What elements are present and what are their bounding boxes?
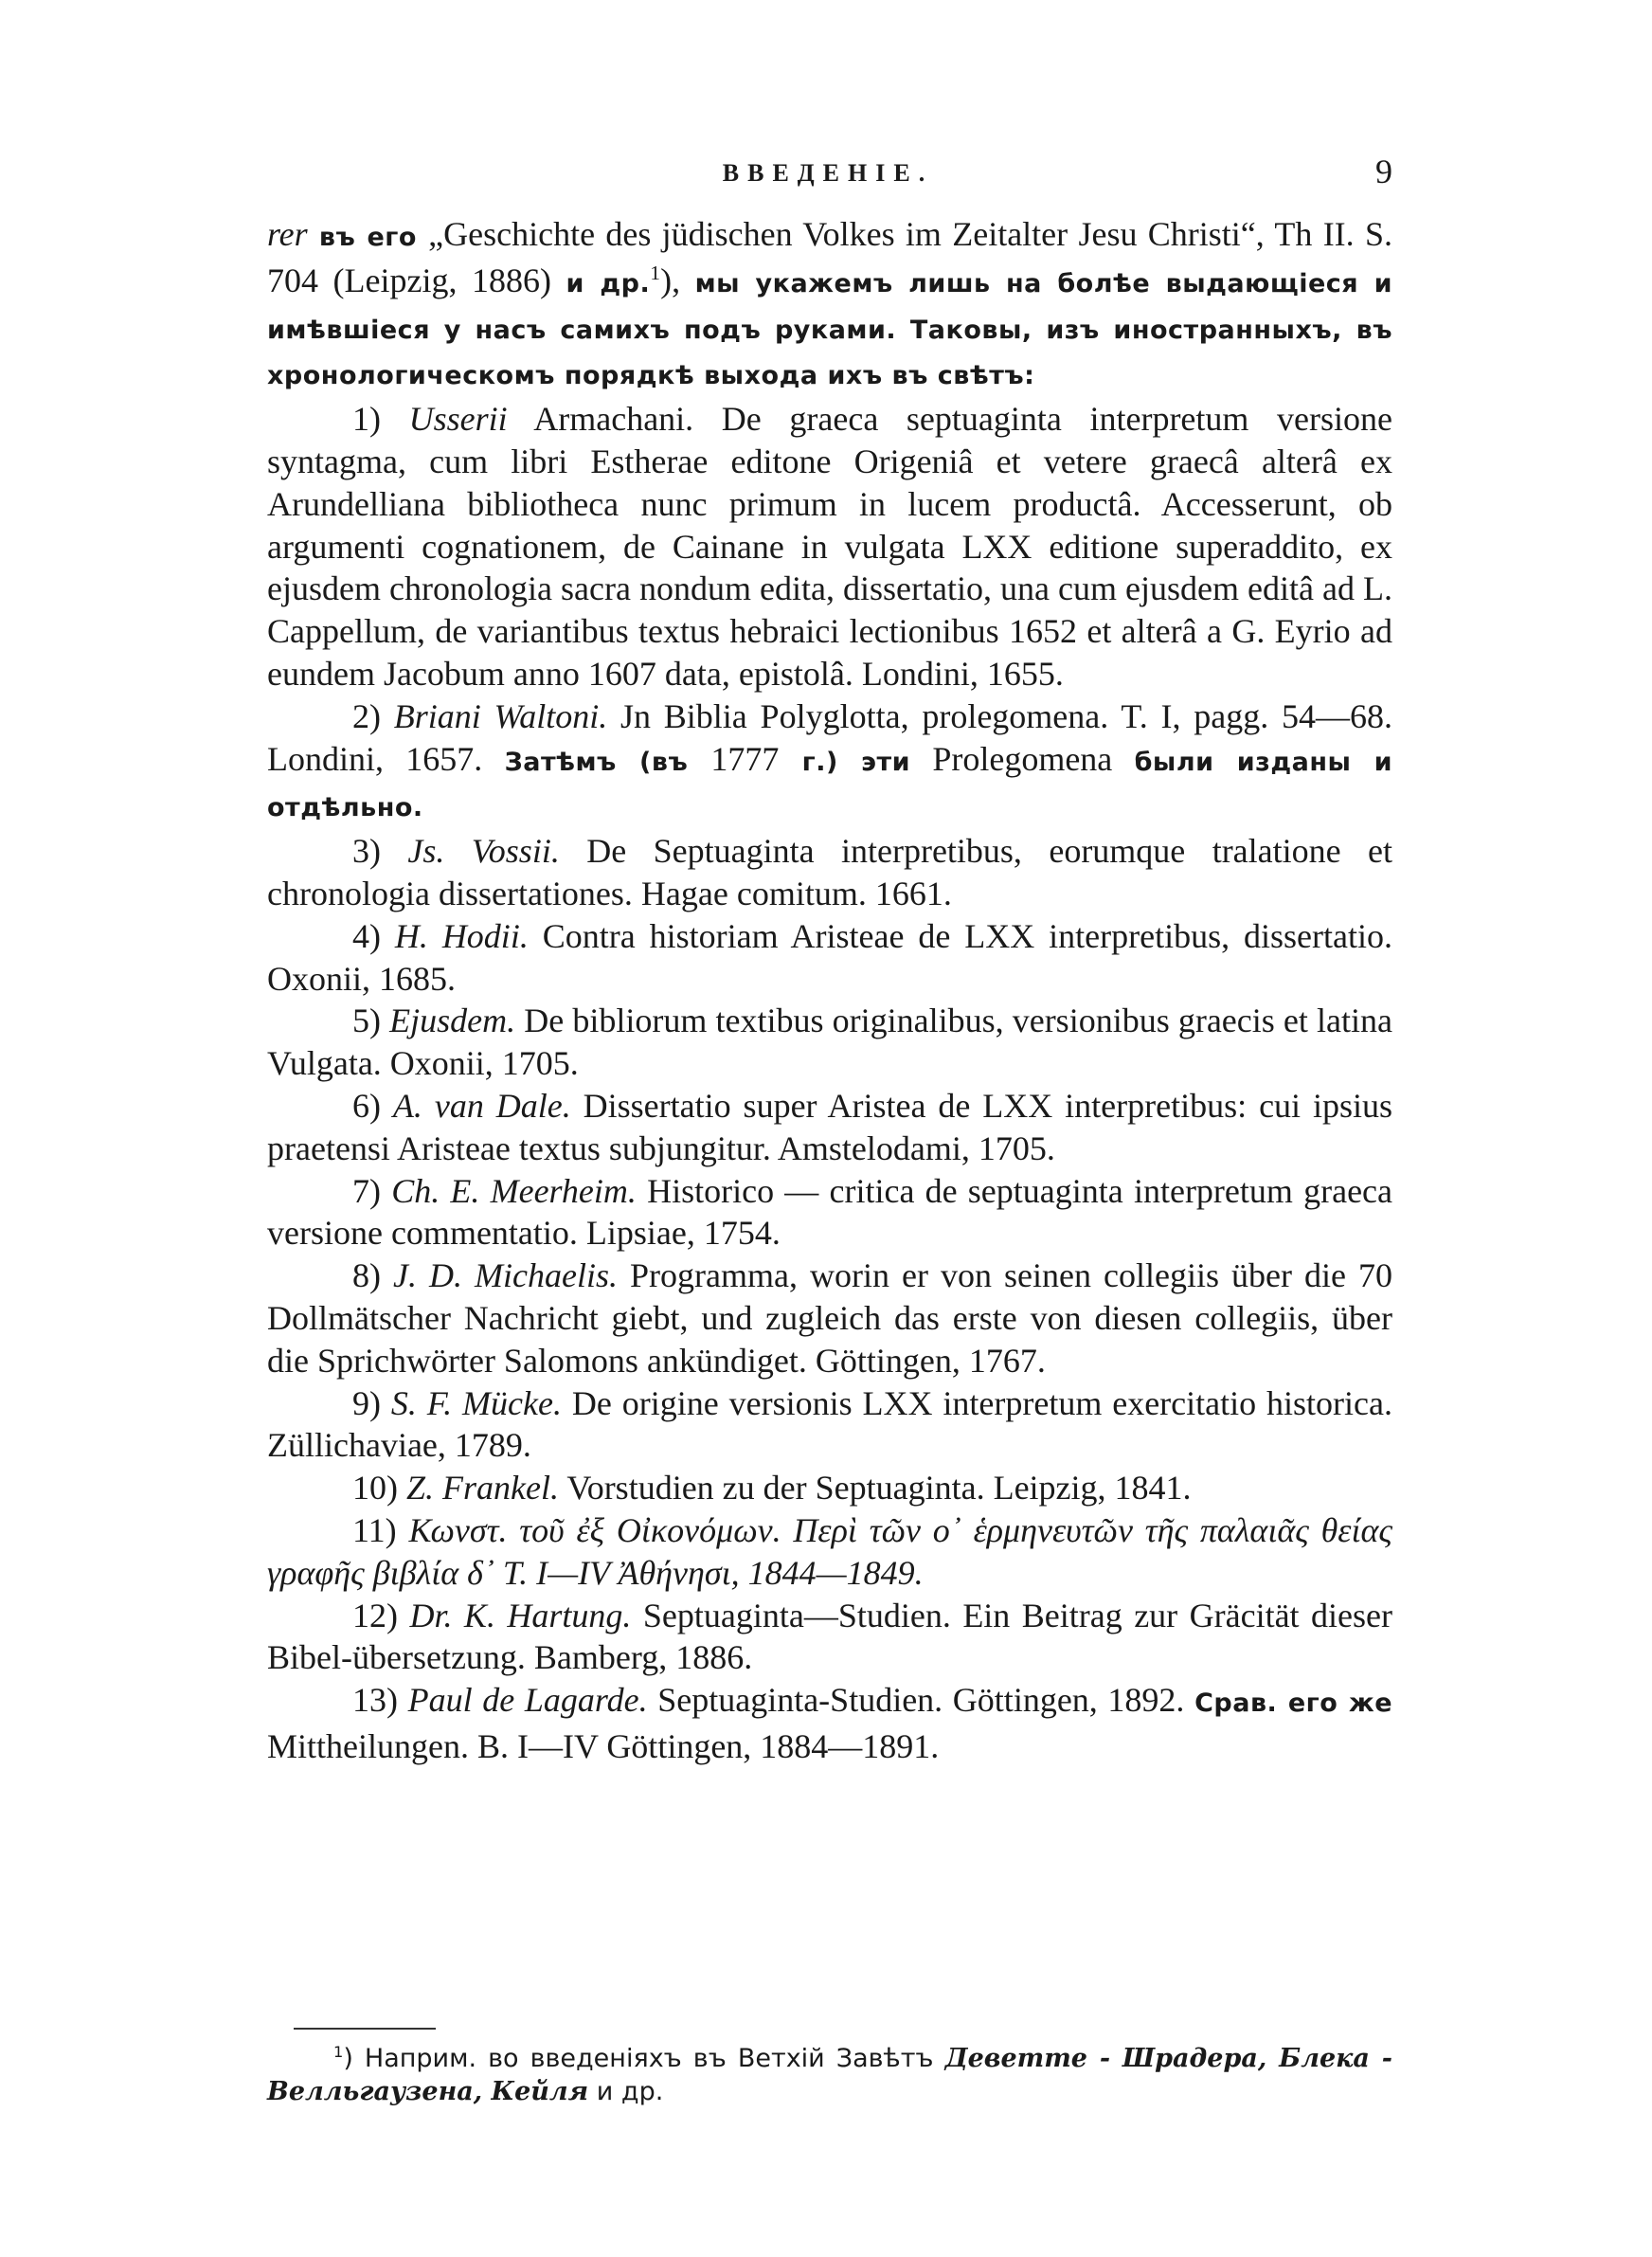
page-number: 9 <box>1375 153 1392 190</box>
entry-text: Septuaginta—Studien. Ein Beitrag zur Gräcität dieser Bibel-übersetzung. Bamberg, 1886. <box>267 1596 1392 1677</box>
entry-number: 4) <box>352 916 395 955</box>
entry-number: 1) <box>352 400 409 439</box>
entry-text: De Septuaginta interpretibus, eorumque tralatione et chronologia dissertationes. Hagae comitum. 1661. <box>267 832 1393 912</box>
intro-paren: ), <box>660 261 695 299</box>
intro-fragment: rer <box>267 215 308 253</box>
entry-text: Vorstudien zu der Septuaginta. Leipzig, 1841. <box>558 1469 1192 1508</box>
bibliography-entry-10 <box>267 1467 1392 1509</box>
bibliography-entry-4 <box>267 915 1392 1001</box>
entry-author: Dr. K. Hartung. <box>409 1596 632 1634</box>
running-title: ВВЕДЕНІЕ. <box>722 159 934 187</box>
bibliography-entry-5 <box>267 1000 1392 1085</box>
footnote-tail: и др. <box>588 2077 664 2106</box>
entry-text: De origine versionis LXX interpretum exercitatio historica. Züllichaviae, 1789. <box>267 1383 1392 1465</box>
bibliography-entry-1 <box>267 398 1392 695</box>
entry-number: 13) <box>352 1681 408 1720</box>
entry-cyrillic: были изданы и отдѣльно. <box>267 747 1393 823</box>
entry-number: 7) <box>352 1171 392 1210</box>
entry-number: 6) <box>352 1086 393 1125</box>
footnote-ref: 1 <box>650 261 661 284</box>
entry-author: Z. Frankel. <box>406 1469 559 1508</box>
entry-text: Prolegomena <box>910 739 1135 778</box>
intro-cyrillic-main: мы укажемъ лишь на болѣе выдающіеся и имѣвшіеся у насъ самихъ подъ руками. Таковы, изъ иностранныхъ, въ хронологическомъ порядкѣ выхода ихъ въ свѣтъ: <box>267 268 1392 391</box>
entry-number: 12) <box>352 1596 410 1634</box>
entry-text: Septuaginta-Studien. Göttingen, 1892. <box>647 1681 1195 1720</box>
entry-text: Jn Biblia Polyglotta, prolegomena. T. I, pagg. 54—68. Londini, 1657. <box>267 696 1392 778</box>
entry-author: A. van Dale. <box>392 1086 571 1125</box>
entry-text: Contra historiam Aristeae de LXX interpretibus, dissertatio. Oxonii, 1685. <box>267 916 1392 998</box>
entry-text: De bibliorum textibus originalibus, versionibus graecis et latina Vulgata. Oxonii, 1705. <box>267 1002 1392 1083</box>
entry-number: 11) <box>352 1510 409 1549</box>
intro-citation: „Geschichte des jüdischen Volkes im Zeitalter Jesu Christi“, Th II. S. 704 (Leipzig, 1886) <box>267 215 1392 299</box>
intro-paragraph <box>267 213 1392 398</box>
running-head <box>263 152 1392 199</box>
entry-cyrillic: г.) эти <box>779 747 911 777</box>
entry-number: 9) <box>352 1383 391 1422</box>
entry-author: Ejusdem. <box>389 1002 516 1040</box>
entry-text: Historico — critica de septuaginta interpretum graeca versione commentatio. Lipsiae, 1754. <box>267 1171 1393 1253</box>
bibliography-entry-6 <box>267 1085 1392 1170</box>
entry-author: S. F. Mücke. <box>390 1383 562 1422</box>
bibliography-entry-12 <box>267 1595 1392 1680</box>
entry-text: Mittheilungen. B. I—IV Göttingen, 1884—1891. <box>267 1726 940 1765</box>
bibliography-entry-9 <box>267 1382 1392 1468</box>
intro-cyrillic: въ его <box>307 223 429 252</box>
entry-number: 5) <box>352 1002 390 1040</box>
entry-text: Armachani. De graeca septuaginta interpretum versione syntagma, cum libri Estherae editone Origeniâ et vetere graecâ alterâ ex Arundelliana bibliotheca nunc primum in lucem productâ. Accesserunt, ob argumenti cognationem, de Cainane in vulgata LXX editione superaddito, ex ejusdem chronologia sacra nondum edita, dissertatio, una cum ejusdem editâ ad L. Cappellum, de variantibus textus hebraici lectionibus 1652 et alterâ a G. Eyrio ad eundem Jacobum anno 1607 data, epistolâ. Londini, 1655. <box>267 400 1392 693</box>
bibliography-entry-7 <box>267 1170 1392 1255</box>
entry-author: Κωνστ. τοῦ ἐξ Οἰκονόμων. <box>408 1510 781 1549</box>
body-text <box>267 213 1392 1768</box>
entry-text: Dissertatio super Aristea de LXX interpretibus: cui ipsius praetensi Aristeae textus subjungitur. Amstelodami, 1705. <box>267 1086 1392 1167</box>
footnote-text <box>267 2042 1392 2108</box>
entry-number: 2) <box>352 696 394 735</box>
entry-cyrillic: Срав. его же <box>1194 1688 1393 1719</box>
bibliography-entry-8 <box>267 1255 1392 1381</box>
footnote-lead: ) Наприм. во введеніяхъ въ Ветхій Завѣтъ <box>343 2044 945 2073</box>
entry-number: 8) <box>352 1256 394 1295</box>
entry-text: Περὶ τῶν ο᾽ ἑρμηνευτῶν τῆς παλαιᾶς θείας γραφῆς βιβλία δ᾽ Τ. I—IV Ἀθήνησι, 1844—1849. <box>267 1510 1393 1592</box>
entry-author: Usserii <box>408 400 508 439</box>
entry-author: Briani Waltoni. <box>393 696 608 735</box>
bibliography-entry-13 <box>267 1679 1392 1768</box>
footnote-authors: Деветте - Шрадера, Блека - Велльгаузена, Кейля <box>267 2044 1392 2106</box>
entry-author: Ch. E. Meerheim. <box>391 1171 637 1210</box>
intro-etc: и др. <box>566 268 651 298</box>
entry-number: 10) <box>352 1469 406 1508</box>
entry-author: H. Hodii. <box>394 916 529 955</box>
entry-author: Paul de Lagarde. <box>407 1681 648 1720</box>
entry-text: Programma, worin er von seinen collegiis über die 70 Dollmätscher Nachricht giebt, und zugleich das erste von diesen collegiis, über die Sprichwörter Salomons ankündiget. Göttingen, 1767. <box>267 1256 1392 1380</box>
entry-year: 1777 <box>710 739 780 778</box>
entry-author: Js. Vossii. <box>407 832 560 871</box>
entry-cyrillic: Затѣмъ (въ <box>504 747 711 777</box>
bibliography-entry-3 <box>267 830 1392 915</box>
entry-number: 3) <box>352 832 408 871</box>
bibliography-entry-11 <box>267 1509 1392 1595</box>
entry-author: J. D. Michaelis. <box>393 1256 618 1295</box>
footnote <box>267 2042 1392 2108</box>
footnote-divider <box>294 2028 436 2030</box>
footnote-mark: 1 <box>333 2043 344 2061</box>
bibliography-entry-2 <box>267 695 1392 830</box>
